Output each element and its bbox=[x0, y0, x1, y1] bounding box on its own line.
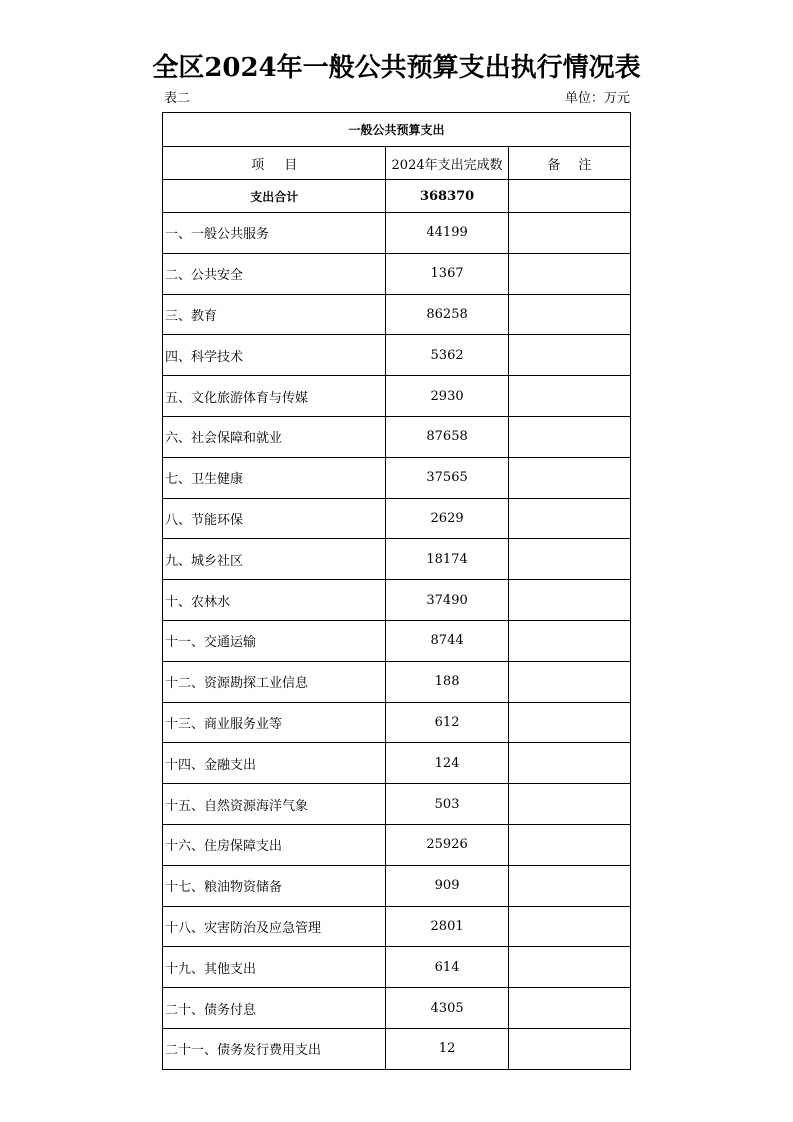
row-amount: 37565 bbox=[386, 457, 508, 498]
row-item: 十五、自然资源海洋气象 bbox=[163, 784, 386, 825]
header-item: 项目 bbox=[163, 147, 386, 180]
row-note bbox=[508, 580, 630, 621]
row-amount: 2629 bbox=[386, 498, 508, 539]
row-note bbox=[508, 743, 630, 784]
row-item: 四、科学技术 bbox=[163, 335, 386, 376]
row-note bbox=[508, 376, 630, 417]
table-row bbox=[163, 253, 631, 294]
row-item: 十九、其他支出 bbox=[163, 947, 386, 988]
page-title: 全区2024年一般公共预算支出执行情况表 bbox=[152, 53, 641, 83]
row-amount: 8744 bbox=[386, 620, 508, 661]
table-row bbox=[163, 580, 631, 621]
row-item: 六、社会保障和就业 bbox=[163, 416, 386, 457]
row-amount: 86258 bbox=[386, 294, 508, 335]
total-row bbox=[163, 180, 631, 213]
row-amount: 87658 bbox=[386, 416, 508, 457]
row-item: 二、公共安全 bbox=[163, 253, 386, 294]
row-item: 十四、金融支出 bbox=[163, 743, 386, 784]
row-item: 十三、商业服务业等 bbox=[163, 702, 386, 743]
row-item: 十八、灾害防治及应急管理 bbox=[163, 906, 386, 947]
row-amount: 614 bbox=[386, 947, 508, 988]
row-note bbox=[508, 416, 630, 457]
row-note bbox=[508, 1028, 630, 1069]
row-item: 十六、住房保障支出 bbox=[163, 824, 386, 865]
table-row bbox=[163, 906, 631, 947]
row-note bbox=[508, 457, 630, 498]
row-note bbox=[508, 784, 630, 825]
table-row bbox=[163, 416, 631, 457]
total-note bbox=[508, 180, 630, 213]
row-note bbox=[508, 253, 630, 294]
table-row bbox=[163, 620, 631, 661]
row-amount: 25926 bbox=[386, 824, 508, 865]
row-amount: 124 bbox=[386, 743, 508, 784]
row-note bbox=[508, 906, 630, 947]
row-item: 一、一般公共服务 bbox=[163, 213, 386, 254]
table-row bbox=[163, 294, 631, 335]
table-row bbox=[163, 743, 631, 784]
row-amount: 909 bbox=[386, 865, 508, 906]
table-row bbox=[163, 376, 631, 417]
table-row bbox=[163, 947, 631, 988]
row-item: 五、文化旅游体育与传媒 bbox=[163, 376, 386, 417]
row-amount: 4305 bbox=[386, 988, 508, 1029]
row-amount: 44199 bbox=[386, 213, 508, 254]
row-item: 十二、资源勘探工业信息 bbox=[163, 661, 386, 702]
row-item: 二十、债务付息 bbox=[163, 988, 386, 1029]
row-note bbox=[508, 661, 630, 702]
row-note bbox=[508, 824, 630, 865]
row-amount: 37490 bbox=[386, 580, 508, 621]
row-note bbox=[508, 702, 630, 743]
row-item: 三、教育 bbox=[163, 294, 386, 335]
row-amount: 2930 bbox=[386, 376, 508, 417]
row-amount: 612 bbox=[386, 702, 508, 743]
table-row bbox=[163, 784, 631, 825]
row-amount: 1367 bbox=[386, 253, 508, 294]
row-note bbox=[508, 988, 630, 1029]
row-note bbox=[508, 865, 630, 906]
unit-label: 单位：万元 bbox=[564, 91, 630, 106]
row-amount: 503 bbox=[386, 784, 508, 825]
row-item: 二十一、债务发行费用支出 bbox=[163, 1028, 386, 1069]
row-item: 十、农林水 bbox=[163, 580, 386, 621]
total-label: 支出合计 bbox=[163, 180, 386, 213]
row-note bbox=[508, 498, 630, 539]
table-caption-row bbox=[163, 113, 631, 147]
row-amount: 12 bbox=[386, 1028, 508, 1069]
total-value: 368370 bbox=[386, 180, 508, 213]
table-row bbox=[163, 1028, 631, 1069]
row-amount: 2801 bbox=[386, 906, 508, 947]
table-caption: 一般公共预算支出 bbox=[163, 113, 631, 147]
table-row bbox=[163, 539, 631, 580]
header-note: 备注 bbox=[508, 147, 630, 180]
table-row bbox=[163, 213, 631, 254]
row-note bbox=[508, 539, 630, 580]
table-header-row bbox=[163, 147, 631, 180]
table-number: 表二 bbox=[164, 91, 191, 106]
table-row bbox=[163, 824, 631, 865]
row-note bbox=[508, 335, 630, 376]
row-note bbox=[508, 294, 630, 335]
table-row bbox=[163, 988, 631, 1029]
row-item: 九、城乡社区 bbox=[163, 539, 386, 580]
table-row bbox=[163, 702, 631, 743]
header-amount: 2024年支出完成数 bbox=[386, 147, 508, 180]
table-row bbox=[163, 457, 631, 498]
budget-expenditure-table bbox=[162, 112, 631, 1070]
row-item: 七、卫生健康 bbox=[163, 457, 386, 498]
table-row bbox=[163, 335, 631, 376]
row-item: 八、节能环保 bbox=[163, 498, 386, 539]
table-row bbox=[163, 865, 631, 906]
row-item: 十一、交通运输 bbox=[163, 620, 386, 661]
row-note bbox=[508, 213, 630, 254]
row-amount: 188 bbox=[386, 661, 508, 702]
row-amount: 18174 bbox=[386, 539, 508, 580]
table-row bbox=[163, 498, 631, 539]
row-item: 十七、粮油物资储备 bbox=[163, 865, 386, 906]
row-note bbox=[508, 947, 630, 988]
table-row bbox=[163, 661, 631, 702]
row-note bbox=[508, 620, 630, 661]
row-amount: 5362 bbox=[386, 335, 508, 376]
